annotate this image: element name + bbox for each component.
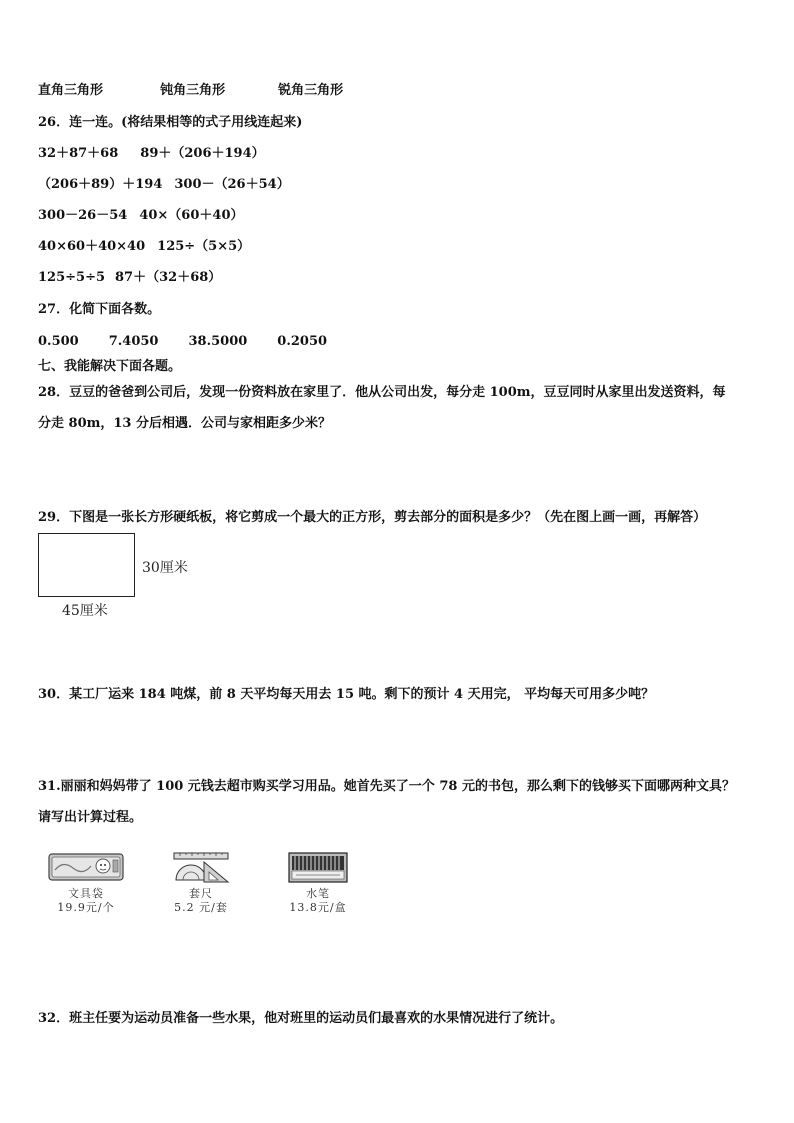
product-price: 13.8元/盒 [289,901,347,914]
q32-text: 32．班主任要为运动员准备一些水果，他对班里的运动员们最喜欢的水果情况进行了统计。 [38,1011,564,1026]
expression-left: 32＋87＋68 [38,146,119,161]
q26-row [38,269,221,287]
acute-triangle-label: 锐角三角形 [278,83,344,98]
expression-left: （206＋89）＋194 [38,177,163,192]
rect-width-label: 45厘米 [62,603,108,619]
cardboard-rectangle [38,533,135,597]
q28-line1: 28．豆豆的爸爸到公司后，发现一份资料放在家里了．他从公司出发，每分走 100m，豆豆同时从家里出发送资料，每 [38,385,726,400]
rect-height-label: 30厘米 [142,560,188,576]
ruler-set-icon [170,850,232,884]
expression-left: 40×60＋40×40 [38,239,146,254]
decimal-number: 0.2050 [277,334,328,349]
expression-right: 89＋（206＋194） [140,146,265,161]
decimal-number: 7.4050 [108,334,159,349]
q29-title: 29．下图是一张长方形硬纸板，将它剪成一个最大的正方形，剪去部分的面积是多少？（先在图上画一画，再解答） [38,510,707,525]
q26-row [38,238,250,256]
q26-row [38,176,290,194]
q28-line2: 分走 80m，13 分后相遇．公司与家相距多少米？ [38,416,331,431]
expression-right: 300－（26＋54） [174,177,290,192]
q26-row [38,145,265,163]
q26-row [38,207,244,225]
decimal-number: 38.5000 [188,334,248,349]
decimal-number: 0.500 [38,334,79,349]
q27-numbers [38,333,327,351]
q30-text: 30．某工厂运来 184 吨煤，前 8 天平均每天用去 15 吨。剩下的预计 4 天用完， 平均每天可用多少吨？ [38,687,655,702]
expression-right: 40×（60＋40） [139,208,244,223]
triangle-types-row [38,82,343,100]
product-ruler-set [160,850,242,915]
pen-box-icon [287,850,349,884]
product-name: 水笔 [306,887,330,900]
product-name: 文具袋 [68,887,104,900]
product-pencil-case [42,850,130,915]
expression-right: 87＋（32＋68） [115,270,222,285]
q31-line2: 请写出计算过程。 [38,810,143,825]
q26-title: 26．连一连。(将结果相等的式子用线连起来) [38,115,303,130]
expression-left: 300－26－54 [38,208,128,223]
expression-right: 125÷（5×5） [157,239,251,254]
product-price: 5.2 元/套 [174,901,228,914]
q31-line1: 31.丽丽和妈妈带了 100 元钱去超市购买学习用品。她首先买了一个 78 元的书包，那么剩下的钱够买下面哪两种文具？ [38,779,735,794]
product-price: 19.9元/个 [57,901,115,914]
q27-title: 27．化简下面各数。 [38,302,161,317]
obtuse-triangle-label: 钝角三角形 [160,83,226,98]
right-triangle-label: 直角三角形 [38,83,104,98]
expression-left: 125÷5÷5 [38,270,106,285]
section-7-heading: 七、我能解决下面各题。 [38,359,182,374]
product-pen-box [276,850,360,915]
pencil-case-icon [47,850,125,884]
product-name: 套尺 [189,887,213,900]
